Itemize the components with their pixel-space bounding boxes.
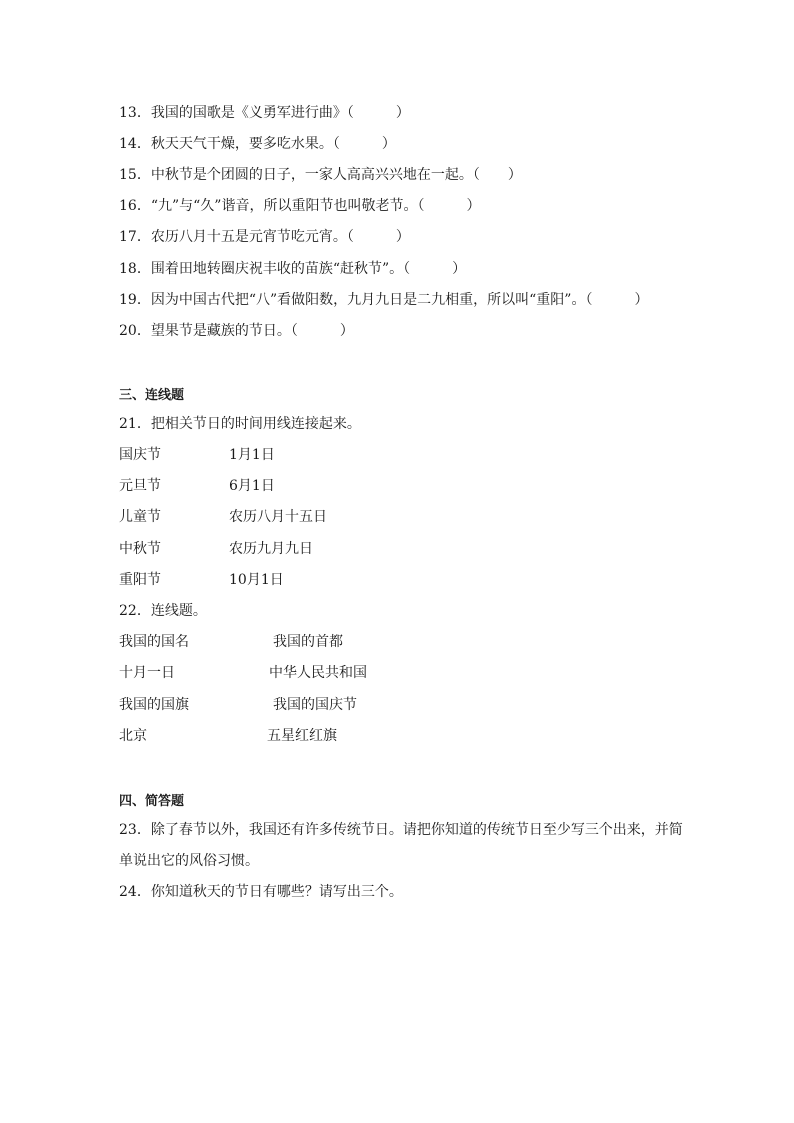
q21-right-item: 10月1日	[229, 572, 284, 588]
judge-item-13: 13．我国的国歌是《义勇军进行曲》（ ）	[119, 105, 410, 121]
judge-item-14: 14．秋天天气干燥，要多吃水果。（ ）	[119, 136, 396, 152]
judge-item-20: 20．望果节是藏族的节日。（ ）	[119, 323, 354, 339]
judge-item-18: 18．围着田地转圈庆祝丰收的苗族“赶秋节”。（ ）	[119, 261, 467, 277]
question-23-line-1: 23．除了春节以外，我国还有许多传统节日。请把你知道的传统节日至少写三个出来，并简	[119, 822, 683, 838]
q22-right-item: 中华人民共和国	[269, 665, 367, 681]
q22-left-item: 十月一日	[119, 665, 175, 681]
question-23-line-2: 单说出它的风俗习惯。	[119, 853, 259, 869]
q22-left-item: 我国的国旗	[119, 697, 189, 713]
question-21-prompt: 21．把相关节日的时间用线连接起来。	[119, 416, 361, 432]
judge-item-16: 16．“九”与“久”谐音，所以重阳节也叫敬老节。（ ）	[119, 198, 481, 214]
q21-right-item: 1月1日	[229, 447, 275, 463]
question-22-prompt: 22．连线题。	[119, 603, 207, 619]
q21-left-item: 重阳节	[119, 572, 161, 588]
q21-right-item: 农历九月九日	[229, 541, 313, 557]
q22-left-item: 北京	[119, 728, 147, 744]
q21-left-item: 元旦节	[119, 478, 161, 494]
judge-item-17: 17．农历八月十五是元宵节吃元宵。（ ）	[119, 229, 410, 245]
q22-left-item: 我国的国名	[119, 634, 189, 650]
judge-item-15: 15．中秋节是个团圆的日子，一家人高高兴兴地在一起。（ ）	[119, 167, 522, 183]
q21-right-item: 农历八月十五日	[229, 509, 327, 525]
question-24: 24．你知道秋天的节日有哪些？请写出三个。	[119, 884, 403, 900]
q21-right-item: 6月1日	[229, 478, 275, 494]
q21-left-item: 儿童节	[119, 509, 161, 525]
section-heading-matching: 三、连线题	[119, 388, 185, 403]
q21-left-item: 国庆节	[119, 447, 161, 463]
judge-item-19: 19．因为中国古代把“八”看做阳数，九月九日是二九相重，所以叫“重阳”。（ ）	[119, 292, 649, 308]
q22-right-item: 我国的国庆节	[273, 697, 357, 713]
q22-right-item: 我国的首都	[273, 634, 343, 650]
section-heading-short-answer: 四、简答题	[119, 794, 185, 809]
q21-left-item: 中秋节	[119, 541, 161, 557]
q22-right-item: 五星红红旗	[267, 728, 337, 744]
